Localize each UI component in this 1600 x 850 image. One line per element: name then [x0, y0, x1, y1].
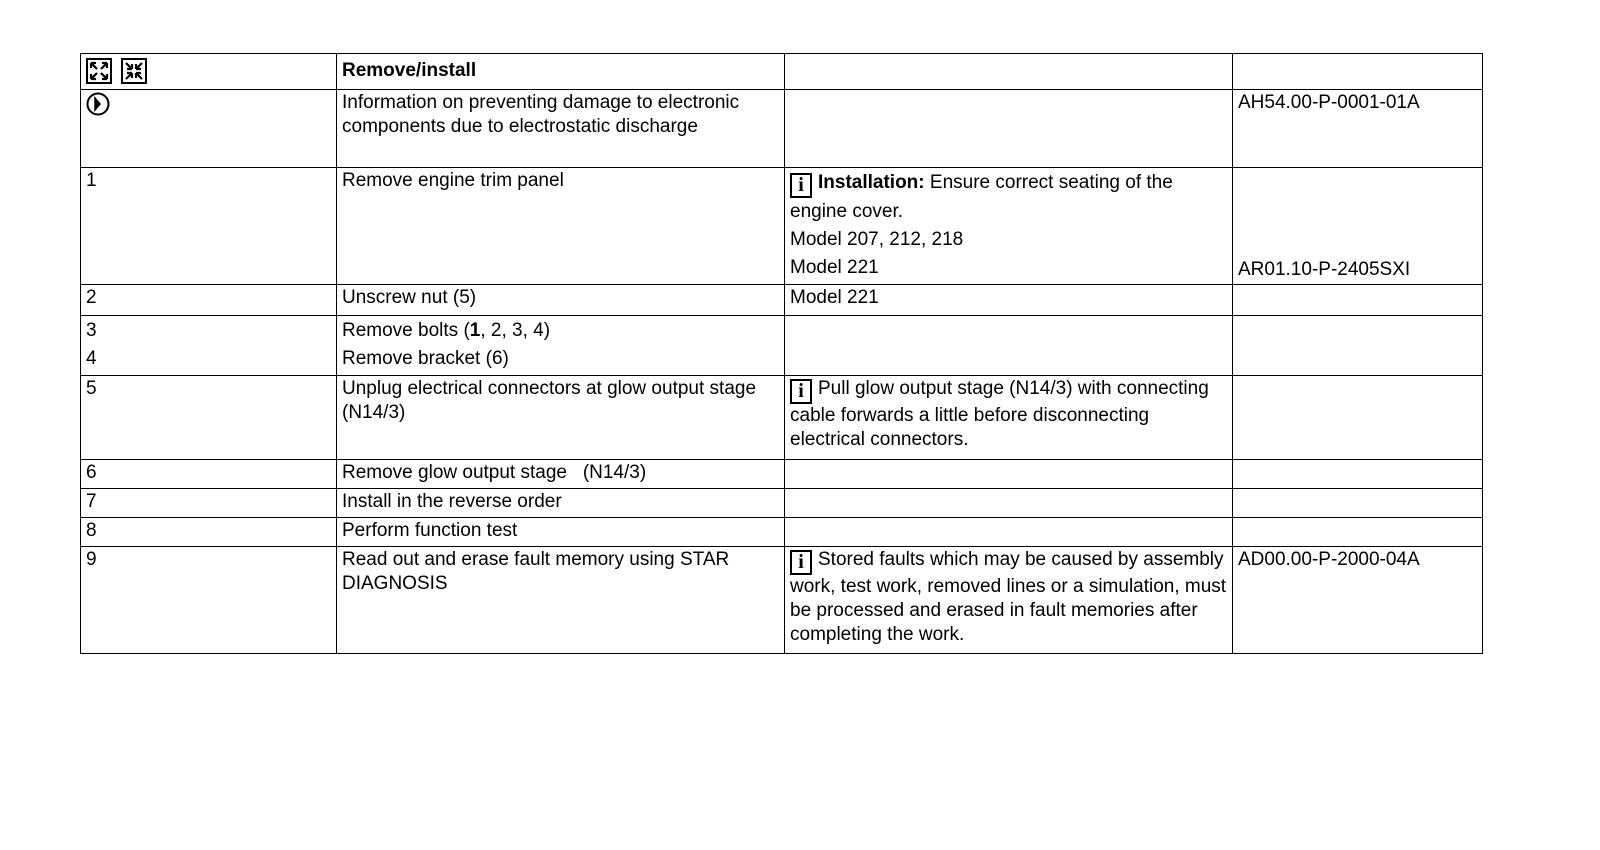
action-cell: Perform function test — [337, 518, 785, 547]
table-row — [81, 547, 1483, 654]
reference-link[interactable]: AR01.10-P-2405SXI — [1238, 259, 1411, 280]
step-number: 1 — [81, 168, 337, 285]
table-row — [81, 376, 1483, 460]
reference-cell — [1233, 316, 1483, 376]
note-text: Stored faults which may be caused by assembly work, test work, removed lines or a simulation, must be processed and erased in fault memories after completing the work. — [790, 549, 1227, 645]
table-row — [81, 285, 1483, 316]
note-cell: Model 221 — [785, 285, 1233, 316]
action-text: Remove glow output stage — [342, 462, 567, 483]
action-cell: Read out and erase fault memory using STAR DIAGNOSIS — [337, 547, 785, 654]
step-number: 5 — [81, 376, 337, 460]
reference-cell — [1233, 460, 1483, 489]
note-cell — [785, 90, 1233, 168]
note-cell — [785, 376, 1233, 460]
header-empty-cell — [785, 54, 1233, 90]
note-cell — [785, 518, 1233, 547]
step-number: 3 — [86, 320, 97, 341]
info-icon: i — [790, 379, 812, 404]
action-text-bold: 1 — [469, 320, 481, 341]
info-icon: i — [790, 173, 812, 198]
note-label: Installation: — [818, 172, 925, 193]
header-empty-cell — [1233, 54, 1483, 90]
note-cell — [785, 489, 1233, 518]
note-cell — [785, 547, 1233, 654]
header-title: Remove/install — [337, 54, 785, 90]
note-cell — [785, 316, 1233, 376]
info-icon: i — [790, 550, 812, 575]
action-cell: Information on preventing damage to electronic components due to electrostatic discharge — [337, 90, 785, 168]
reference-link[interactable]: AD00.00-P-2000-04A — [1233, 547, 1483, 654]
step-number: 9 — [81, 547, 337, 654]
step-cell — [81, 316, 337, 376]
action-text: Remove bracket (6) — [342, 348, 509, 369]
install-icon — [121, 58, 147, 84]
action-cell: Unscrew nut (5) — [337, 285, 785, 316]
step-number: 7 — [81, 489, 337, 518]
component-code: (N14/3) — [582, 462, 647, 483]
reference-link[interactable]: AH54.00-P-0001-01A — [1233, 90, 1483, 168]
action-cell: Remove engine trim panel — [337, 168, 785, 285]
reference-cell — [1233, 518, 1483, 547]
header-icons-cell — [81, 54, 337, 90]
step-number: 2 — [81, 285, 337, 316]
table-row — [81, 316, 1483, 376]
step-cell — [81, 90, 337, 168]
action-cell: Unplug electrical connectors at glow output stage (N14/3) — [337, 376, 785, 460]
reference-cell — [1233, 285, 1483, 316]
remove-icon — [86, 58, 112, 84]
reference-cell — [1233, 168, 1483, 285]
step-number: 6 — [81, 460, 337, 489]
table-row — [81, 168, 1483, 285]
table-row — [81, 518, 1483, 547]
header-row — [81, 54, 1483, 90]
table-row — [81, 90, 1483, 168]
action-text: Remove bolts ( — [342, 320, 470, 341]
action-cell — [337, 460, 785, 489]
table-row — [81, 460, 1483, 489]
reference-cell — [1233, 489, 1483, 518]
esd-warning-icon — [86, 92, 110, 116]
model-text: Model 207, 212, 218 — [790, 229, 964, 250]
action-text: , 2, 3, 4) — [480, 320, 551, 341]
note-cell — [785, 168, 1233, 285]
note-text: Pull glow output stage (N14/3) with connecting cable forwards a little before disconnecting electrical connectors. — [790, 378, 1209, 450]
procedure-table — [80, 53, 1483, 654]
step-number: 8 — [81, 518, 337, 547]
model-text: Model 221 — [790, 257, 879, 278]
note-text: Ensure correct seating of the engine cover. — [790, 172, 1173, 222]
reference-cell — [1233, 376, 1483, 460]
step-number: 4 — [86, 348, 97, 369]
table-row — [81, 489, 1483, 518]
action-cell: Install in the reverse order — [337, 489, 785, 518]
action-cell — [337, 316, 785, 376]
note-cell — [785, 460, 1233, 489]
